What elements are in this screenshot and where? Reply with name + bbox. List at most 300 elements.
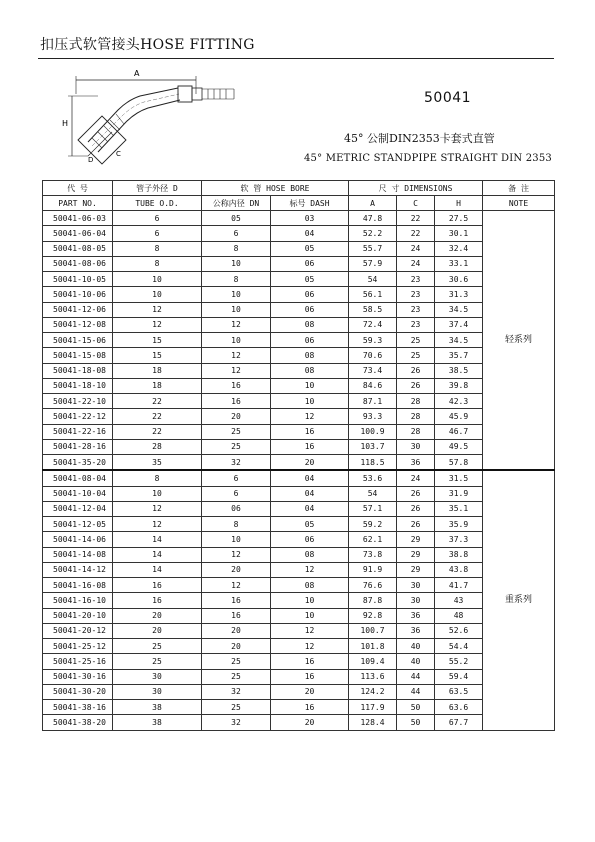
cell-dash: 03 bbox=[271, 211, 349, 226]
cell-dim-a: 59.2 bbox=[349, 517, 397, 532]
cell-dash: 10 bbox=[271, 394, 349, 409]
cell-tube-od: 18 bbox=[113, 378, 202, 393]
header-tube-od-cn: 管子外径 D bbox=[113, 181, 202, 196]
cell-dash: 06 bbox=[271, 333, 349, 348]
cell-dn: 20 bbox=[202, 409, 271, 424]
header-code: 代 号 bbox=[43, 181, 113, 196]
fitting-drawing bbox=[58, 64, 248, 174]
cell-dim-a: 53.6 bbox=[349, 470, 397, 486]
cell-dn: 20 bbox=[202, 562, 271, 577]
table-row bbox=[43, 501, 555, 516]
product-title-cn: 45° 公制DIN2353卡套式直管 bbox=[344, 132, 495, 145]
cell-tube-od: 10 bbox=[113, 486, 202, 501]
cell-dim-c: 24 bbox=[397, 241, 435, 256]
cell-dash: 08 bbox=[271, 317, 349, 332]
cell-dim-h: 27.5 bbox=[435, 211, 483, 226]
header-c: C bbox=[397, 196, 435, 211]
cell-dim-a: 84.6 bbox=[349, 378, 397, 393]
cell-part-no: 50041-08-05 bbox=[43, 241, 113, 256]
cell-dim-h: 30.6 bbox=[435, 272, 483, 287]
header-remark: 备 注 bbox=[483, 181, 555, 196]
cell-part-no: 50041-30-20 bbox=[43, 684, 113, 699]
cell-dash: 20 bbox=[271, 715, 349, 730]
table-row bbox=[43, 639, 555, 654]
dimension-a-label: A bbox=[134, 69, 140, 78]
cell-part-no: 50041-06-03 bbox=[43, 211, 113, 226]
cell-dn: 25 bbox=[202, 669, 271, 684]
cell-dim-h: 45.9 bbox=[435, 409, 483, 424]
cell-dim-c: 40 bbox=[397, 639, 435, 654]
cell-tube-od: 15 bbox=[113, 333, 202, 348]
spec-table bbox=[42, 180, 555, 731]
table-row bbox=[43, 455, 555, 471]
cell-dn: 12 bbox=[202, 317, 271, 332]
cell-dash: 16 bbox=[271, 654, 349, 669]
cell-dim-h: 48 bbox=[435, 608, 483, 623]
cell-tube-od: 25 bbox=[113, 639, 202, 654]
table-row bbox=[43, 532, 555, 547]
cell-dn: 6 bbox=[202, 470, 271, 486]
cell-part-no: 50041-35-20 bbox=[43, 455, 113, 471]
cell-dim-h: 59.4 bbox=[435, 669, 483, 684]
table-row bbox=[43, 226, 555, 241]
cell-tube-od: 22 bbox=[113, 394, 202, 409]
table-row bbox=[43, 562, 555, 577]
table-row bbox=[43, 593, 555, 608]
cell-dn: 12 bbox=[202, 547, 271, 562]
cell-dn: 6 bbox=[202, 486, 271, 501]
cell-dn: 10 bbox=[202, 302, 271, 317]
cell-dim-a: 128.4 bbox=[349, 715, 397, 730]
dimension-c-label: C bbox=[116, 150, 121, 158]
cell-dash: 12 bbox=[271, 409, 349, 424]
cell-dim-h: 46.7 bbox=[435, 424, 483, 439]
series-note: 轻系列 bbox=[483, 211, 555, 471]
cell-tube-od: 28 bbox=[113, 439, 202, 454]
cell-part-no: 50041-10-04 bbox=[43, 486, 113, 501]
cell-dim-c: 28 bbox=[397, 394, 435, 409]
table-row bbox=[43, 256, 555, 271]
cell-part-no: 50041-22-12 bbox=[43, 409, 113, 424]
cell-dim-a: 124.2 bbox=[349, 684, 397, 699]
cell-tube-od: 18 bbox=[113, 363, 202, 378]
cell-dash: 10 bbox=[271, 593, 349, 608]
cell-part-no: 50041-25-12 bbox=[43, 639, 113, 654]
header-dimensions: 尺 寸 DIMENSIONS bbox=[349, 181, 483, 196]
cell-dim-c: 40 bbox=[397, 654, 435, 669]
table-row bbox=[43, 272, 555, 287]
cell-dn: 8 bbox=[202, 517, 271, 532]
cell-dim-h: 43.8 bbox=[435, 562, 483, 577]
cell-part-no: 50041-16-10 bbox=[43, 593, 113, 608]
cell-tube-od: 15 bbox=[113, 348, 202, 363]
table-row bbox=[43, 439, 555, 454]
cell-dn: 6 bbox=[202, 226, 271, 241]
cell-dash: 16 bbox=[271, 424, 349, 439]
cell-tube-od: 20 bbox=[113, 623, 202, 638]
cell-tube-od: 12 bbox=[113, 501, 202, 516]
cell-dash: 05 bbox=[271, 241, 349, 256]
cell-part-no: 50041-20-10 bbox=[43, 608, 113, 623]
cell-dn: 20 bbox=[202, 639, 271, 654]
cell-dn: 32 bbox=[202, 684, 271, 699]
cell-dash: 06 bbox=[271, 302, 349, 317]
cell-dim-c: 29 bbox=[397, 547, 435, 562]
cell-tube-od: 10 bbox=[113, 272, 202, 287]
cell-dim-c: 36 bbox=[397, 608, 435, 623]
page-title: 扣压式软管接头HOSE FITTING bbox=[40, 37, 255, 53]
cell-dim-h: 54.4 bbox=[435, 639, 483, 654]
cell-dim-c: 22 bbox=[397, 226, 435, 241]
header-tube-od: TUBE O.D. bbox=[113, 196, 202, 211]
cell-dim-a: 73.4 bbox=[349, 363, 397, 378]
table-row bbox=[43, 348, 555, 363]
cell-dn: 25 bbox=[202, 424, 271, 439]
cell-dim-c: 36 bbox=[397, 455, 435, 471]
cell-dim-a: 57.1 bbox=[349, 501, 397, 516]
cell-dim-a: 93.3 bbox=[349, 409, 397, 424]
cell-dim-a: 100.7 bbox=[349, 623, 397, 638]
header-note: NOTE bbox=[483, 196, 555, 211]
cell-tube-od: 22 bbox=[113, 409, 202, 424]
cell-tube-od: 38 bbox=[113, 715, 202, 730]
table-row bbox=[43, 684, 555, 699]
cell-dash: 20 bbox=[271, 455, 349, 471]
cell-dash: 04 bbox=[271, 470, 349, 486]
cell-dn: 10 bbox=[202, 287, 271, 302]
table-row bbox=[43, 333, 555, 348]
cell-tube-od: 22 bbox=[113, 424, 202, 439]
cell-tube-od: 14 bbox=[113, 562, 202, 577]
cell-part-no: 50041-38-16 bbox=[43, 700, 113, 715]
table-row bbox=[43, 470, 555, 486]
cell-dim-h: 37.3 bbox=[435, 532, 483, 547]
cell-dim-c: 30 bbox=[397, 593, 435, 608]
cell-dim-a: 113.6 bbox=[349, 669, 397, 684]
table-row bbox=[43, 578, 555, 593]
cell-dn: 25 bbox=[202, 439, 271, 454]
cell-dim-h: 31.9 bbox=[435, 486, 483, 501]
cell-part-no: 50041-22-16 bbox=[43, 424, 113, 439]
cell-dash: 08 bbox=[271, 547, 349, 562]
cell-part-no: 50041-10-06 bbox=[43, 287, 113, 302]
cell-part-no: 50041-15-06 bbox=[43, 333, 113, 348]
cell-dim-a: 59.3 bbox=[349, 333, 397, 348]
cell-dn: 06 bbox=[202, 501, 271, 516]
cell-tube-od: 16 bbox=[113, 593, 202, 608]
table-row bbox=[43, 241, 555, 256]
cell-dim-c: 28 bbox=[397, 409, 435, 424]
dimension-h-label: H bbox=[62, 119, 69, 128]
header-dash: 标号 DASH bbox=[271, 196, 349, 211]
cell-tube-od: 10 bbox=[113, 287, 202, 302]
cell-dash: 04 bbox=[271, 486, 349, 501]
cell-dim-a: 56.1 bbox=[349, 287, 397, 302]
cell-part-no: 50041-12-04 bbox=[43, 501, 113, 516]
cell-part-no: 50041-28-16 bbox=[43, 439, 113, 454]
cell-dim-a: 92.8 bbox=[349, 608, 397, 623]
cell-part-no: 50041-15-08 bbox=[43, 348, 113, 363]
cell-tube-od: 16 bbox=[113, 578, 202, 593]
table-row bbox=[43, 302, 555, 317]
cell-part-no: 50041-18-08 bbox=[43, 363, 113, 378]
cell-dash: 16 bbox=[271, 439, 349, 454]
cell-dim-a: 72.4 bbox=[349, 317, 397, 332]
cell-part-no: 50041-14-08 bbox=[43, 547, 113, 562]
cell-dn: 32 bbox=[202, 715, 271, 730]
cell-dim-c: 23 bbox=[397, 302, 435, 317]
cell-dim-a: 87.8 bbox=[349, 593, 397, 608]
header-h: H bbox=[435, 196, 483, 211]
table-row bbox=[43, 424, 555, 439]
table-row bbox=[43, 623, 555, 638]
table-row bbox=[43, 517, 555, 532]
cell-tube-od: 8 bbox=[113, 470, 202, 486]
cell-dim-h: 38.5 bbox=[435, 363, 483, 378]
cell-dim-c: 30 bbox=[397, 439, 435, 454]
cell-dim-h: 41.7 bbox=[435, 578, 483, 593]
table-row bbox=[43, 287, 555, 302]
cell-dim-a: 62.1 bbox=[349, 532, 397, 547]
cell-part-no: 50041-14-06 bbox=[43, 532, 113, 547]
cell-dn: 25 bbox=[202, 654, 271, 669]
cell-dim-h: 31.3 bbox=[435, 287, 483, 302]
cell-dim-a: 117.9 bbox=[349, 700, 397, 715]
cell-dash: 16 bbox=[271, 669, 349, 684]
cell-tube-od: 8 bbox=[113, 241, 202, 256]
cell-dn: 25 bbox=[202, 700, 271, 715]
cell-dash: 20 bbox=[271, 684, 349, 699]
cell-dim-c: 24 bbox=[397, 470, 435, 486]
cell-dim-a: 76.6 bbox=[349, 578, 397, 593]
cell-dim-h: 34.5 bbox=[435, 302, 483, 317]
table-row bbox=[43, 363, 555, 378]
cell-dim-h: 31.5 bbox=[435, 470, 483, 486]
cell-dash: 06 bbox=[271, 287, 349, 302]
cell-dim-h: 30.1 bbox=[435, 226, 483, 241]
cell-dim-a: 100.9 bbox=[349, 424, 397, 439]
cell-dash: 12 bbox=[271, 639, 349, 654]
cell-tube-od: 12 bbox=[113, 517, 202, 532]
cell-dim-c: 29 bbox=[397, 532, 435, 547]
cell-dn: 12 bbox=[202, 363, 271, 378]
cell-dash: 10 bbox=[271, 608, 349, 623]
cell-dash: 12 bbox=[271, 623, 349, 638]
cell-tube-od: 6 bbox=[113, 226, 202, 241]
cell-dim-h: 63.6 bbox=[435, 700, 483, 715]
product-title-en: 45° METRIC STANDPIPE STRAIGHT DIN 2353 bbox=[304, 153, 552, 164]
cell-dim-c: 23 bbox=[397, 287, 435, 302]
cell-dash: 12 bbox=[271, 562, 349, 577]
cell-dim-c: 26 bbox=[397, 363, 435, 378]
table-row bbox=[43, 654, 555, 669]
cell-dn: 32 bbox=[202, 455, 271, 471]
cell-tube-od: 35 bbox=[113, 455, 202, 471]
cell-dim-c: 26 bbox=[397, 486, 435, 501]
table-row bbox=[43, 669, 555, 684]
cell-part-no: 50041-08-04 bbox=[43, 470, 113, 486]
cell-dim-c: 22 bbox=[397, 211, 435, 226]
model-number: 50041 bbox=[424, 90, 472, 106]
cell-dim-h: 49.5 bbox=[435, 439, 483, 454]
cell-dash: 05 bbox=[271, 272, 349, 287]
cell-dn: 12 bbox=[202, 578, 271, 593]
cell-dn: 8 bbox=[202, 272, 271, 287]
cell-dim-c: 50 bbox=[397, 700, 435, 715]
cell-dim-c: 25 bbox=[397, 333, 435, 348]
cell-dash: 10 bbox=[271, 378, 349, 393]
table-row bbox=[43, 700, 555, 715]
cell-dim-a: 101.8 bbox=[349, 639, 397, 654]
cell-dn: 16 bbox=[202, 378, 271, 393]
table-row bbox=[43, 715, 555, 730]
cell-dim-h: 39.8 bbox=[435, 378, 483, 393]
cell-tube-od: 14 bbox=[113, 547, 202, 562]
cell-dim-h: 57.8 bbox=[435, 455, 483, 471]
cell-part-no: 50041-22-10 bbox=[43, 394, 113, 409]
cell-dash: 04 bbox=[271, 226, 349, 241]
cell-dash: 08 bbox=[271, 348, 349, 363]
cell-dim-a: 118.5 bbox=[349, 455, 397, 471]
table-row bbox=[43, 378, 555, 393]
cell-tube-od: 25 bbox=[113, 654, 202, 669]
cell-dim-a: 91.9 bbox=[349, 562, 397, 577]
cell-dim-h: 43 bbox=[435, 593, 483, 608]
cell-dn: 12 bbox=[202, 348, 271, 363]
cell-part-no: 50041-10-05 bbox=[43, 272, 113, 287]
dimension-d-label: D bbox=[88, 156, 94, 164]
cell-dash: 05 bbox=[271, 517, 349, 532]
table-row bbox=[43, 394, 555, 409]
cell-tube-od: 20 bbox=[113, 608, 202, 623]
cell-dim-a: 52.2 bbox=[349, 226, 397, 241]
cell-dim-h: 32.4 bbox=[435, 241, 483, 256]
cell-dim-c: 50 bbox=[397, 715, 435, 730]
cell-part-no: 50041-38-20 bbox=[43, 715, 113, 730]
cell-dim-a: 109.4 bbox=[349, 654, 397, 669]
cell-dim-c: 26 bbox=[397, 378, 435, 393]
cell-dim-a: 87.1 bbox=[349, 394, 397, 409]
cell-dim-a: 54 bbox=[349, 272, 397, 287]
cell-part-no: 50041-25-16 bbox=[43, 654, 113, 669]
cell-dim-a: 58.5 bbox=[349, 302, 397, 317]
cell-dn: 8 bbox=[202, 241, 271, 256]
cell-dim-c: 36 bbox=[397, 623, 435, 638]
cell-dim-h: 35.1 bbox=[435, 501, 483, 516]
cell-dash: 08 bbox=[271, 578, 349, 593]
cell-tube-od: 6 bbox=[113, 211, 202, 226]
cell-dim-h: 63.5 bbox=[435, 684, 483, 699]
cell-tube-od: 38 bbox=[113, 700, 202, 715]
cell-part-no: 50041-08-06 bbox=[43, 256, 113, 271]
cell-dash: 16 bbox=[271, 700, 349, 715]
header-a: A bbox=[349, 196, 397, 211]
table-row bbox=[43, 317, 555, 332]
table-row bbox=[43, 409, 555, 424]
cell-dn: 16 bbox=[202, 394, 271, 409]
cell-dash: 08 bbox=[271, 363, 349, 378]
cell-dim-c: 23 bbox=[397, 272, 435, 287]
cell-dn: 10 bbox=[202, 256, 271, 271]
cell-dn: 10 bbox=[202, 532, 271, 547]
cell-dash: 06 bbox=[271, 256, 349, 271]
cell-dim-c: 29 bbox=[397, 562, 435, 577]
cell-dim-c: 44 bbox=[397, 669, 435, 684]
cell-tube-od: 30 bbox=[113, 684, 202, 699]
series-note: 重系列 bbox=[483, 470, 555, 730]
cell-dim-h: 35.7 bbox=[435, 348, 483, 363]
cell-dim-a: 55.7 bbox=[349, 241, 397, 256]
cell-dn: 16 bbox=[202, 608, 271, 623]
cell-tube-od: 8 bbox=[113, 256, 202, 271]
table-row bbox=[43, 547, 555, 562]
cell-part-no: 50041-12-06 bbox=[43, 302, 113, 317]
cell-dim-c: 23 bbox=[397, 317, 435, 332]
cell-dim-a: 57.9 bbox=[349, 256, 397, 271]
header-dn: 公称内径 DN bbox=[202, 196, 271, 211]
cell-dim-h: 42.3 bbox=[435, 394, 483, 409]
cell-tube-od: 14 bbox=[113, 532, 202, 547]
cell-part-no: 50041-20-12 bbox=[43, 623, 113, 638]
cell-dim-c: 24 bbox=[397, 256, 435, 271]
table-row bbox=[43, 211, 555, 226]
cell-tube-od: 12 bbox=[113, 317, 202, 332]
header-divider bbox=[38, 58, 554, 59]
cell-dn: 05 bbox=[202, 211, 271, 226]
cell-dim-c: 26 bbox=[397, 501, 435, 516]
cell-dim-a: 70.6 bbox=[349, 348, 397, 363]
cell-dim-c: 28 bbox=[397, 424, 435, 439]
cell-dim-h: 33.1 bbox=[435, 256, 483, 271]
cell-part-no: 50041-12-05 bbox=[43, 517, 113, 532]
cell-part-no: 50041-16-08 bbox=[43, 578, 113, 593]
cell-dim-c: 44 bbox=[397, 684, 435, 699]
cell-dash: 04 bbox=[271, 501, 349, 516]
table-row bbox=[43, 486, 555, 501]
cell-part-no: 50041-12-08 bbox=[43, 317, 113, 332]
cell-dim-a: 54 bbox=[349, 486, 397, 501]
cell-dim-h: 52.6 bbox=[435, 623, 483, 638]
cell-part-no: 50041-30-16 bbox=[43, 669, 113, 684]
cell-dim-h: 37.4 bbox=[435, 317, 483, 332]
cell-part-no: 50041-18-10 bbox=[43, 378, 113, 393]
cell-dim-a: 103.7 bbox=[349, 439, 397, 454]
cell-dn: 10 bbox=[202, 333, 271, 348]
cell-tube-od: 12 bbox=[113, 302, 202, 317]
cell-dim-c: 26 bbox=[397, 517, 435, 532]
cell-dim-h: 38.8 bbox=[435, 547, 483, 562]
cell-dn: 20 bbox=[202, 623, 271, 638]
cell-dim-h: 34.5 bbox=[435, 333, 483, 348]
table-header-row-2 bbox=[43, 196, 555, 211]
cell-dn: 16 bbox=[202, 593, 271, 608]
table-row bbox=[43, 608, 555, 623]
cell-dim-a: 73.8 bbox=[349, 547, 397, 562]
header-hose-bore: 软 管 HOSE BORE bbox=[202, 181, 349, 196]
cell-tube-od: 30 bbox=[113, 669, 202, 684]
cell-dim-h: 55.2 bbox=[435, 654, 483, 669]
cell-dash: 06 bbox=[271, 532, 349, 547]
header-part-no: PART NO. bbox=[43, 196, 113, 211]
cell-part-no: 50041-06-04 bbox=[43, 226, 113, 241]
cell-dim-c: 30 bbox=[397, 578, 435, 593]
cell-dim-h: 35.9 bbox=[435, 517, 483, 532]
cell-dim-h: 67.7 bbox=[435, 715, 483, 730]
cell-dim-c: 25 bbox=[397, 348, 435, 363]
table-header-row-1 bbox=[43, 181, 555, 196]
cell-dim-a: 47.8 bbox=[349, 211, 397, 226]
cell-part-no: 50041-14-12 bbox=[43, 562, 113, 577]
